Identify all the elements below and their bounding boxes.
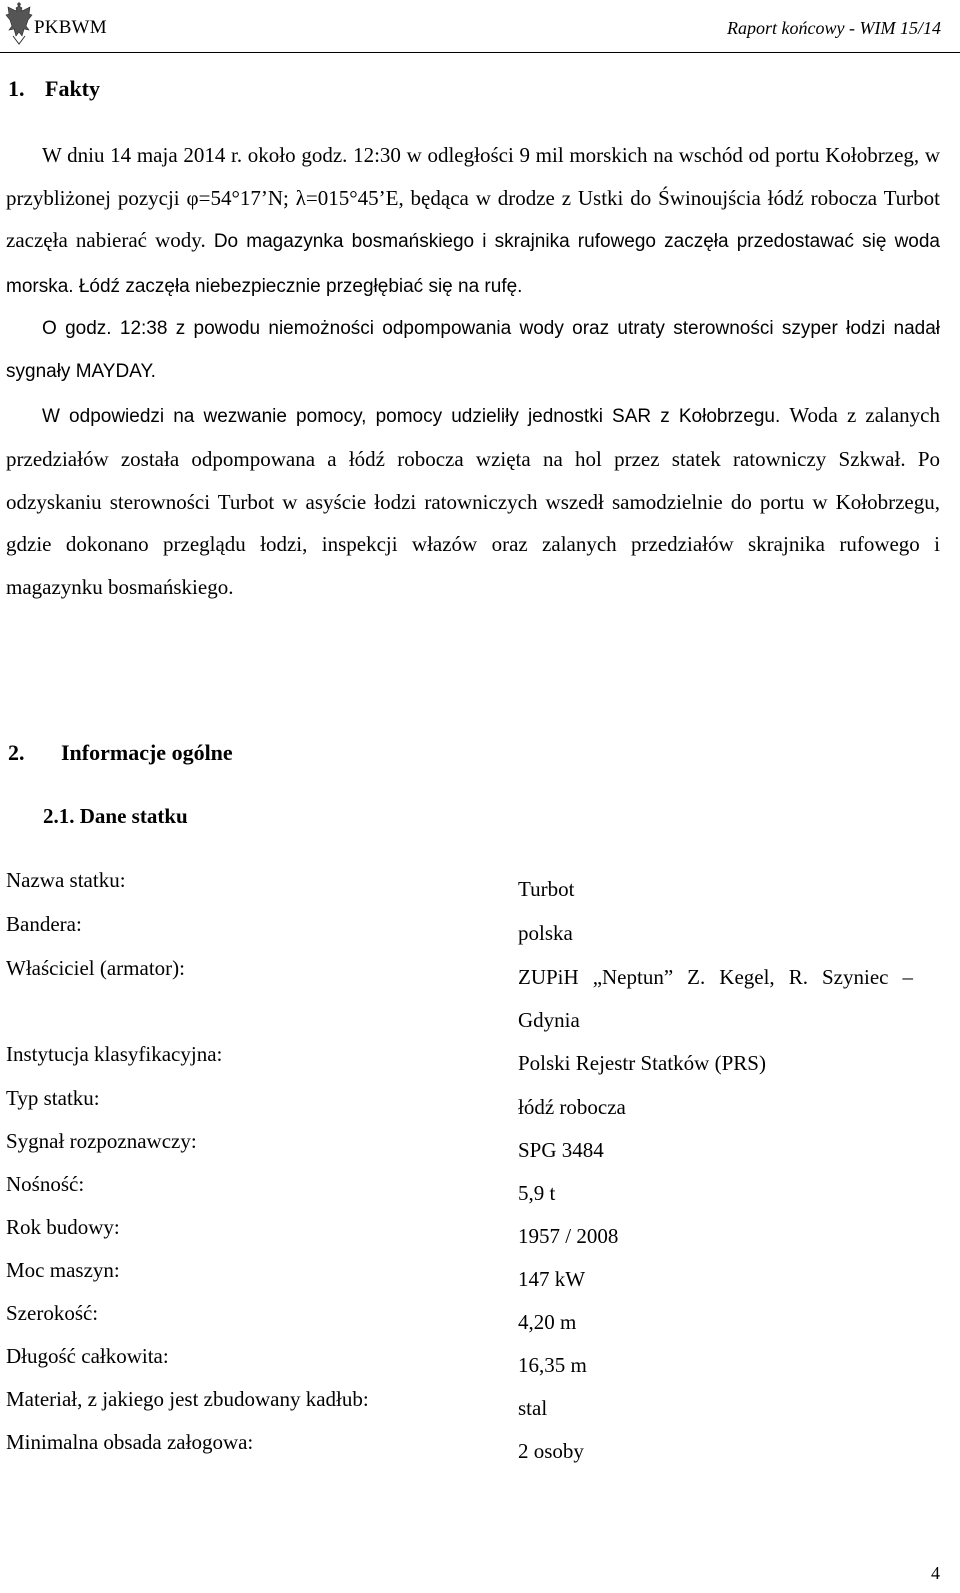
ship-data-label: Instytucja klasyfikacyjna: [6,1042,223,1066]
ship-data-label: Nazwa statku: [6,868,126,892]
ship-data-value: ZUPiH „Neptun” Z. Kegel, R. Szyniec – Gdynia [518,965,913,1032]
ship-data-label: Rok budowy: [6,1215,120,1239]
subsection-heading: 2.1. Dane statku [43,804,188,828]
ship-data-value: 1957 / 2008 [518,1224,619,1248]
polish-eagle-emblem-icon [4,2,34,46]
ship-data-label: Typ statku: [6,1086,100,1110]
section-number: 2. [8,740,25,765]
ship-data-label: Właściciel (armator): [6,956,185,980]
ship-data-label: Nośność: [6,1172,85,1196]
ship-data-value: 16,35 m [518,1353,587,1377]
ship-data-value: łódź robocza [518,1095,626,1119]
page-header [0,0,960,53]
ship-data-label: Sygnał rozpoznawczy: [6,1129,197,1153]
report-title: Raport końcowy - WIM 15/14 [727,18,941,38]
ship-data-value: 147 kW [518,1267,586,1291]
ship-data-value: 2 osoby [518,1439,584,1463]
paragraph [6,134,940,308]
paragraph-text: Woda z zalanych przedziałów została odpompowana a łódź robocza wzięta na hol przez statek ratowniczy Szkwał. Po odzyskaniu sterowności Turbot w asyście łodzi ratowniczych wszedł samodzielnie do portu w Kołobrzegu, gdzie dokonano przeglądu łodzi, inspekcji włazów oraz zalanych przedziałów skrajnika rufowego i magazynku bosmańskiego. [6,402,940,599]
ship-data-value: 4,20 m [518,1310,577,1334]
paragraph: O godz. 12:38 z powodu niemożności odpompowania wody oraz utraty sterowności szyper łodzi nadał sygnały MAYDAY. [6,318,940,382]
ship-data-value: 5,9 t [518,1181,556,1205]
ship-data-value: stal [518,1396,548,1420]
ship-data-value: polska [518,921,573,945]
section-title: Fakty [45,76,100,101]
ship-data-value: SPG 3484 [518,1138,604,1162]
ship-data-label: Minimalna obsada załogowa: [6,1430,254,1454]
ship-data-label: Materiał, z jakiego jest zbudowany kadłub: [6,1387,369,1411]
paragraph [6,394,940,609]
paragraph-text: Do magazynka bosmańskiego i skrajnika rufowego zaczęła przedostawać się woda morska. Łódź zaczęła niebezpiecznie przegłębiać się na rufę. [6,231,940,297]
ship-data-label: Bandera: [6,912,82,936]
section-number: 1. [8,76,25,101]
ship-data-label: Moc maszyn: [6,1258,120,1282]
ship-data-value: Turbot [518,877,575,901]
paragraph-text: W odpowiedzi na wezwanie pomocy, pomocy udzieliły jednostki SAR z Kołobrzegu. [42,405,790,427]
ship-data-value: Polski Rejestr Statków (PRS) [518,1051,766,1075]
ship-data-label: Szerokość: [6,1301,99,1325]
facts-text [6,134,940,609]
org-name: PKBWM [34,17,107,38]
section-1-heading [8,76,100,102]
section-2-heading [8,740,233,766]
page-number: 4 [931,1563,940,1583]
ship-data-label: Długość całkowita: [6,1344,169,1368]
section-title: Informacje ogólne [61,740,233,765]
paragraph-text: W dniu 14 maja 2014 r. około godz. 12:30 w odległości 9 mil morskich na wschód od portu Kołobrzeg, w przybliżonej pozycji φ=54°17’N; λ=015°45’E, będąca w drodze z Ustki do Świnoujścia łódź robocza Turbot zaczęła nabierać wody. [6,143,940,253]
